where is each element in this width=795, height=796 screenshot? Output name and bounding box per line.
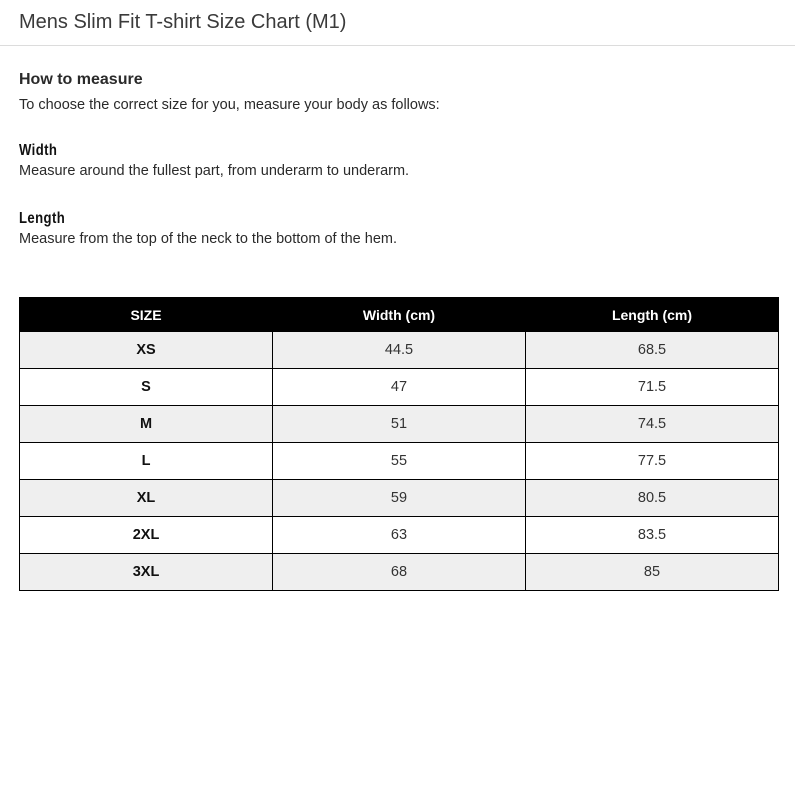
length-cell: 85 [526, 554, 779, 591]
size-cell: XS [20, 332, 273, 369]
table-row [20, 332, 779, 369]
width-cell: 59 [273, 480, 526, 517]
content-area [0, 70, 795, 248]
length-cell: 80.5 [526, 480, 779, 517]
how-to-measure-heading: How to measure [19, 71, 143, 88]
table-row [20, 406, 779, 443]
size-chart-table [19, 297, 779, 591]
width-cell: 51 [273, 406, 526, 443]
length-heading: Length [19, 210, 66, 227]
how-to-measure-intro: To choose the correct size for you, measure your body as follows: [19, 97, 440, 113]
length-description: Measure from the top of the neck to the bottom of the hem. [19, 231, 398, 247]
length-cell: 74.5 [526, 406, 779, 443]
column-header-size: SIZE [20, 298, 273, 332]
size-cell: 2XL [20, 517, 273, 554]
table-row [20, 554, 779, 591]
size-cell: M [20, 406, 273, 443]
length-cell: 77.5 [526, 443, 779, 480]
length-cell: 68.5 [526, 332, 779, 369]
size-cell: L [20, 443, 273, 480]
table-row [20, 369, 779, 406]
page-title: Mens Slim Fit T-shirt Size Chart (M1) [19, 11, 347, 33]
width-heading: Width [19, 142, 58, 159]
table-row [20, 480, 779, 517]
width-cell: 63 [273, 517, 526, 554]
column-header-length: Length (cm) [526, 298, 779, 332]
width-description: Measure around the fullest part, from underarm to underarm. [19, 163, 410, 179]
table-row [20, 517, 779, 554]
size-cell: 3XL [20, 554, 273, 591]
width-cell: 47 [273, 369, 526, 406]
table-row [20, 443, 779, 480]
length-cell: 83.5 [526, 517, 779, 554]
page-header [0, 0, 795, 46]
length-cell: 71.5 [526, 369, 779, 406]
width-cell: 55 [273, 443, 526, 480]
width-cell: 68 [273, 554, 526, 591]
size-cell: S [20, 369, 273, 406]
width-cell: 44.5 [273, 332, 526, 369]
column-header-width: Width (cm) [273, 298, 526, 332]
table-header-row [20, 298, 779, 332]
size-cell: XL [20, 480, 273, 517]
